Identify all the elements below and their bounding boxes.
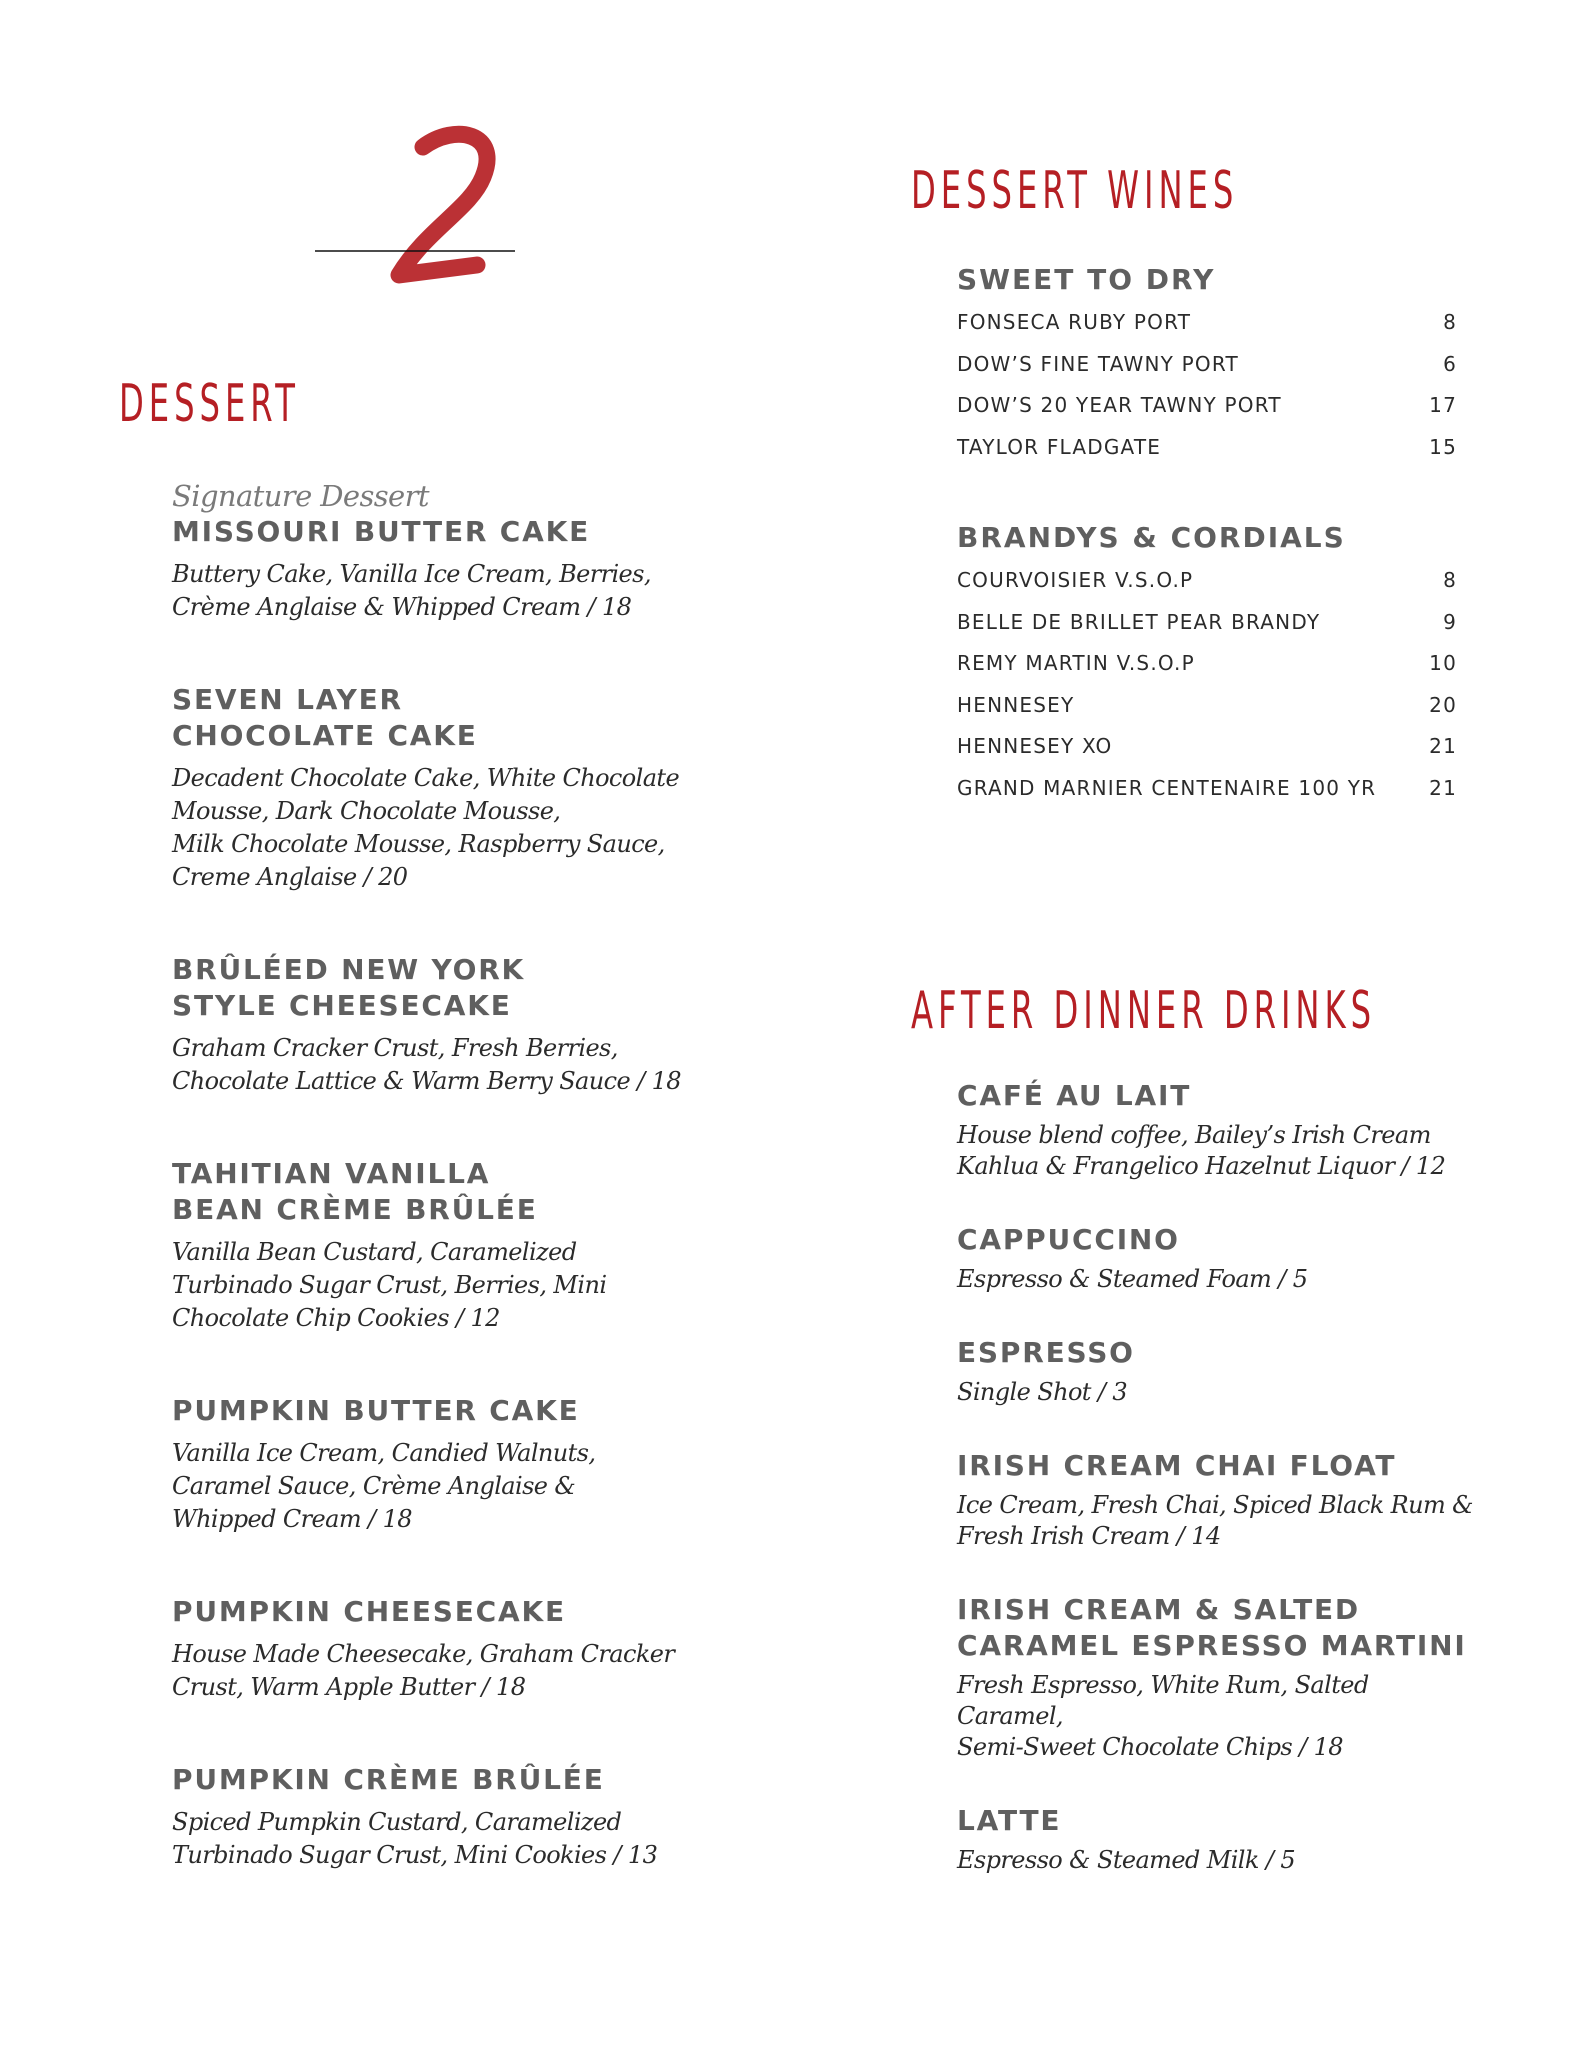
dessert-item: [172, 682, 732, 894]
cordial-row: [957, 610, 1457, 652]
dessert-wines-section-title: DESSERT WINES: [911, 161, 1239, 221]
dessert-item-description: Spiced Pumpkin Custard, Caramelized Turbinado Sugar Crust, Mini Cookies / 13: [172, 1808, 658, 1869]
dessert-item-name: SEVEN LAYER CHOCOLATE CAKE: [172, 683, 478, 752]
drink-item-name: CAPPUCCINO: [957, 1223, 1180, 1256]
dessert-item-name: BRÛLÉED NEW YORK STYLE CHEESECAKE: [172, 953, 526, 1022]
drink-item-description: Fresh Espresso, White Rum, Salted Caramel, Semi-Sweet Chocolate Chips / 18: [957, 1671, 1369, 1761]
drink-item-description: Espresso & Steamed Milk / 5: [957, 1846, 1296, 1874]
drink-item: [957, 1335, 1477, 1408]
cordial-name: REMY MARTIN V.S.O.P: [957, 651, 1195, 675]
dessert-item-description: Decadent Chocolate Cake, White Chocolate Mousse, Dark Chocolate Mousse, Milk Chocolate Mousse, Raspberry Sauce, Creme Anglaise / 20: [172, 764, 680, 891]
drink-item-description: Single Shot / 3: [957, 1378, 1128, 1406]
cordial-name: BELLE DE BRILLET PEAR BRANDY: [957, 609, 1321, 634]
drink-item: [957, 1448, 1477, 1552]
dessert-item-name: MISSOURI BUTTER CAKE: [172, 515, 591, 548]
dessert-item-description: Buttery Cake, Vanilla Ice Cream, Berries, Crème Anglaise & Whipped Cream / 18: [172, 560, 651, 621]
wine-name: DOW’S 20 YEAR TAWNY PORT: [957, 393, 1282, 417]
cordial-row: [957, 651, 1457, 693]
cordial-price: 20: [1429, 692, 1457, 717]
dessert-item-description: Graham Cracker Crust, Fresh Berries, Chocolate Lattice & Warm Berry Sauce / 18: [172, 1034, 681, 1095]
wine-row: [957, 435, 1457, 477]
sweet-to-dry-list: [957, 262, 1457, 476]
wine-name: TAYLOR FLADGATE: [957, 434, 1162, 459]
dessert-item: [172, 952, 732, 1098]
cordial-row: [957, 568, 1457, 610]
wine-name: DOW’S FINE TAWNY PORT: [957, 351, 1239, 376]
wine-name: FONSECA RUBY PORT: [957, 310, 1192, 334]
drink-item-name: IRISH CREAM CHAI FLOAT: [957, 1449, 1397, 1482]
dessert-item-description: Vanilla Bean Custard, Caramelized Turbinado Sugar Crust, Berries, Mini Chocolate Chip Cookies / 12: [172, 1238, 607, 1332]
drink-item-name: ESPRESSO: [957, 1336, 1135, 1369]
cordial-price: 10: [1429, 651, 1457, 675]
dessert-item-name: TAHITIAN VANILLA BEAN CRÈME BRÛLÉE: [172, 1157, 538, 1226]
sweet-to-dry-heading: SWEET TO DRY: [957, 263, 1216, 296]
wine-price: 17: [1429, 393, 1457, 417]
cordial-price: 9: [1443, 609, 1457, 634]
dessert-item-name: PUMPKIN CRÈME BRÛLÉE: [172, 1763, 605, 1796]
wine-row: [957, 393, 1457, 435]
drink-item: [957, 1592, 1477, 1763]
signature-dessert-label: Signature Dessert: [172, 479, 429, 513]
dessert-item-name: PUMPKIN BUTTER CAKE: [172, 1394, 580, 1427]
drink-item-name: LATTE: [957, 1804, 1062, 1837]
cordial-row: [957, 734, 1457, 776]
cordial-name: GRAND MARNIER CENTENAIRE 100 YR: [957, 775, 1377, 800]
drink-item: [957, 1803, 1477, 1876]
drink-item-description: Espresso & Steamed Foam / 5: [957, 1265, 1308, 1293]
dessert-item: [172, 478, 732, 624]
cordial-row: [957, 776, 1457, 818]
wine-price: 6: [1443, 351, 1457, 376]
wine-row: [957, 352, 1457, 394]
wine-price: 15: [1429, 434, 1457, 459]
dessert-item-description: Vanilla Ice Cream, Candied Walnuts, Caramel Sauce, Crème Anglaise & Whipped Cream / 18: [172, 1439, 596, 1533]
dessert-item: [172, 1762, 732, 1872]
after-dinner-drinks-section-title: AFTER DINNER DRINKS: [911, 981, 1377, 1041]
wine-price: 8: [1443, 310, 1457, 334]
cordial-row: [957, 693, 1457, 735]
dessert-item-description: House Made Cheesecake, Graham Cracker Crust, Warm Apple Butter / 18: [172, 1640, 675, 1701]
drink-item-name: IRISH CREAM & SALTED CARAMEL ESPRESSO MARTINI: [957, 1593, 1467, 1662]
dessert-list: [172, 478, 732, 1930]
dessert-item: [172, 1594, 732, 1704]
cordial-price: 21: [1429, 734, 1457, 758]
drink-item-description: Ice Cream, Fresh Chai, Spiced Black Rum & Fresh Irish Cream / 14: [957, 1491, 1473, 1550]
drink-item-description: House blend coffee, Bailey’s Irish Cream Kahlua & Frangelico Hazelnut Liquor / 12: [957, 1121, 1446, 1180]
wine-row: [957, 310, 1457, 352]
brandys-cordials-list: [957, 520, 1457, 817]
dessert-item-name: PUMPKIN CHEESECAKE: [172, 1595, 566, 1628]
cordial-name: COURVOISIER V.S.O.P: [957, 568, 1194, 592]
restaurant-logo: [305, 125, 525, 295]
dessert-item: [172, 1393, 732, 1536]
drink-item-name: CAFÉ AU LAIT: [957, 1079, 1192, 1112]
dessert-section-title: DESSERT: [119, 374, 300, 434]
drink-item: [957, 1222, 1477, 1295]
level-2-steakhouse-logo-graphic: [305, 125, 525, 295]
dessert-item: [172, 1156, 732, 1335]
cordial-price: 8: [1443, 568, 1457, 592]
drink-item: [957, 1078, 1477, 1182]
cordial-name: HENNESEY: [957, 692, 1075, 717]
brandys-cordials-heading: BRANDYS & CORDIALS: [957, 521, 1346, 554]
cordial-name: HENNESEY XO: [957, 734, 1113, 758]
after-dinner-drinks-list: [957, 1078, 1477, 1916]
cordial-price: 21: [1429, 775, 1457, 800]
